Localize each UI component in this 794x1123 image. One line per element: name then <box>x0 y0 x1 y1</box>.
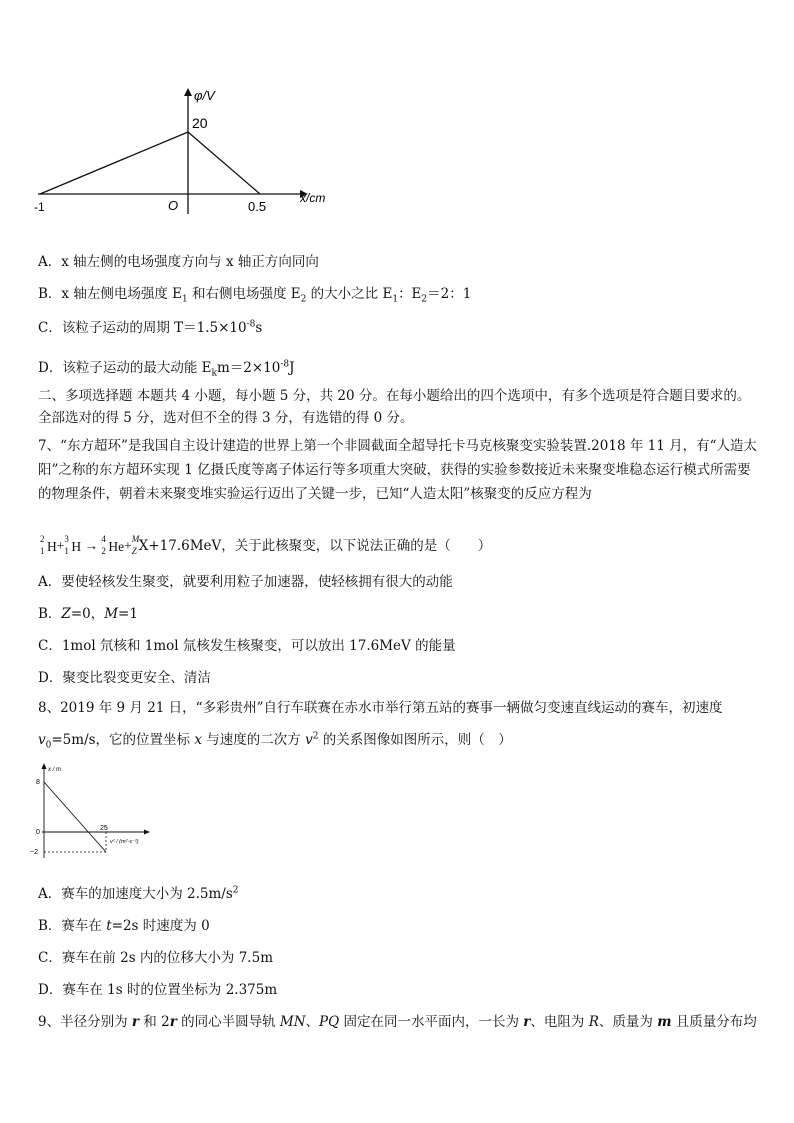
tritium-symbol: 3 1 H <box>64 533 82 556</box>
q7-option-b <box>38 602 138 622</box>
q9-symbol: r <box>523 1014 531 1030</box>
q9-part: 、 <box>305 1014 320 1030</box>
q6-d-sup: -8 <box>280 359 290 370</box>
q8-stem-part: =5m/s，它的位置坐标 <box>51 732 195 748</box>
q7-option-c: C．1mol 氘核和 1mol 氚核发生核聚变，可以放出 17.6MeV 的能量 <box>38 638 456 654</box>
q8-stem-part: 与速度的二次方 <box>201 732 306 748</box>
q6-d-part: m＝2×10 <box>216 360 281 376</box>
unknown-particle-symbol: M Z <box>131 533 140 556</box>
q8-option-b <box>38 914 210 934</box>
q8-stem-line1: 8、2019 年 9 月 21 日，“多彩贵州”自行车联赛在赤水市举行第五站的赛事一辆做匀变速直线运动的赛车，初速度 <box>38 700 723 716</box>
peak-label: 20 <box>192 115 208 131</box>
y-axis-label: φ/V <box>194 88 215 103</box>
y-axis-arrow <box>42 763 47 769</box>
helium-symbol: 4 2 He <box>101 533 125 556</box>
section-2-heading: 二、多项选择题 <box>38 388 133 404</box>
section-2-text: 本题共 4 小题，每小题 5 分，共 20 分。在每小题给出的四个选项中，有多个选项是符合题目要求的。全部选对的得 5 分，选对但不全的得 3 分，有选错的得 0 分。 <box>38 388 751 426</box>
y-axis-arrow <box>184 88 192 96</box>
q9-symbol: R <box>588 1014 599 1030</box>
q9-part: 且质量分布均 <box>671 1014 757 1030</box>
y-neg-tick: −2 <box>30 849 38 856</box>
q9-part: 和 2 <box>139 1014 170 1030</box>
q9-symbol: r <box>169 1014 177 1030</box>
q7-b-part: =0， <box>70 606 105 622</box>
origin-label: O <box>168 198 179 213</box>
q8-option-a <box>38 882 239 902</box>
q6-option-a: A．x 轴左侧的电场强度方向与 x 轴正方向同向 <box>38 254 319 270</box>
q7-equation: 2 1 H+ 3 1 H → 4 2 He+ M Z X+17.6MeV，关于此核聚变，以下说法正确的是（ ） <box>40 533 492 556</box>
q6-b-sub: 2 <box>300 294 307 305</box>
q6-b-part: 和右侧电场强度 E <box>187 286 301 302</box>
q6-d-sub: k <box>211 368 217 379</box>
x-axis-label: x/cm <box>300 191 326 205</box>
q6-b-sub: 1 <box>392 294 399 305</box>
x-axis-arrow <box>144 830 150 835</box>
q7-b-part: B． <box>38 606 62 622</box>
deuterium-symbol: 2 1 H <box>40 533 57 556</box>
q9-part: 固定在同一水平面内，一长为 <box>339 1014 524 1030</box>
q8-a-sup: 2 <box>232 885 239 896</box>
q6-c-part: C．该粒子运动的周期 T＝1.5×10 <box>38 320 247 336</box>
q7-b-m: M <box>104 606 119 622</box>
q9-stem <box>38 1010 757 1030</box>
q7-b-part: =1 <box>118 606 138 622</box>
y-zero-tick: 0 <box>36 829 40 836</box>
data-line <box>44 782 106 852</box>
left-segment <box>40 132 188 194</box>
q7-equation-tail: X+17.6MeV，关于此核聚变，以下说法正确的是（ ） <box>138 538 492 554</box>
q7-option-d: D．聚变比裂变更安全、清洁 <box>38 670 211 686</box>
q7-stem: 7、“东方超环”是我国自主设计建造的世界上第一个非圆截面全超导托卡马克核聚变实验装置.2018 年 11 月，有“人造太阳”之称的东方超环实现 1 亿摄氏度等离子体运行等多项重大突破，获得的实验参数接近未来聚变堆稳态运行模式所需要的物理条件，朝着未来聚变堆实验运行迈出了关键一步，已知“人造太阳”核聚变的反应方程为 <box>38 438 757 502</box>
q9-symbol: r <box>131 1014 140 1030</box>
q7-option-a: A．要使轻核发生聚变，就要利用粒子加速器，使轻核拥有很大的动能 <box>38 574 453 590</box>
q8-stem-line2 <box>38 728 512 751</box>
q6-b-sub: 2 <box>421 294 428 305</box>
q8-a-part: A．赛车的加速度大小为 2.5m/s <box>38 886 233 902</box>
q8-b-part: =2s 时速度为 0 <box>111 918 210 934</box>
left-tick-label: -1 <box>34 200 45 214</box>
q7-b-z: Z <box>61 606 71 622</box>
q8-b-part: B．赛车在 <box>38 918 107 934</box>
q8-v0: v <box>38 732 46 748</box>
q8-option-d: D．赛车在 1s 时的位置坐标为 2.375m <box>38 982 278 998</box>
right-segment <box>188 132 260 194</box>
potential-graph <box>32 84 352 224</box>
q9-part: 的同心半圆导轨 <box>176 1014 280 1030</box>
x-axis-label: v² / (m²·s⁻²) <box>110 839 139 845</box>
q6-d-part: J <box>289 360 295 376</box>
q8-stem-part: 的关系图像如图所示，则（ ） <box>318 732 512 748</box>
q8-b-t: t <box>106 918 112 934</box>
q6-b-part: ＝2：1 <box>427 286 472 302</box>
y-top-tick: 8 <box>36 779 40 786</box>
q6-c-sup: -8 <box>246 319 256 330</box>
q8-x-symbol: x <box>194 732 202 748</box>
q9-part: 9、半径分别为 <box>38 1014 132 1030</box>
position-velocity-graph <box>28 762 158 862</box>
q9-symbol: MN <box>279 1014 306 1030</box>
section-2-intro <box>38 386 758 429</box>
q6-d-part: D．该粒子运动的最大动能 E <box>38 360 212 376</box>
q8-v0-sub: 0 <box>45 740 52 751</box>
q6-c-part: s <box>255 320 263 336</box>
q6-option-b <box>38 282 471 305</box>
q6-b-part: B．x 轴左侧电场强度 E <box>38 286 182 302</box>
q9-part: 、质量为 <box>598 1014 658 1030</box>
q6-option-c <box>38 316 262 336</box>
q8-v-sup: 2 <box>312 731 319 742</box>
q9-symbol: PQ <box>319 1014 340 1030</box>
q6-b-sub: 1 <box>181 294 188 305</box>
right-tick-label: 0.5 <box>248 199 267 214</box>
q6-b-part: 的大小之比 E <box>306 286 393 302</box>
y-axis-label: x / m <box>48 767 61 773</box>
q6-b-part: ：E <box>398 286 422 302</box>
q9-symbol: m <box>657 1014 672 1030</box>
q8-option-c: C．赛车在前 2s 内的位移大小为 7.5m <box>38 950 273 966</box>
q9-part: 、电阻为 <box>530 1014 589 1030</box>
q6-option-d <box>38 356 295 379</box>
x-tick: 25 <box>100 825 108 832</box>
q8-v-symbol: v <box>305 732 313 748</box>
